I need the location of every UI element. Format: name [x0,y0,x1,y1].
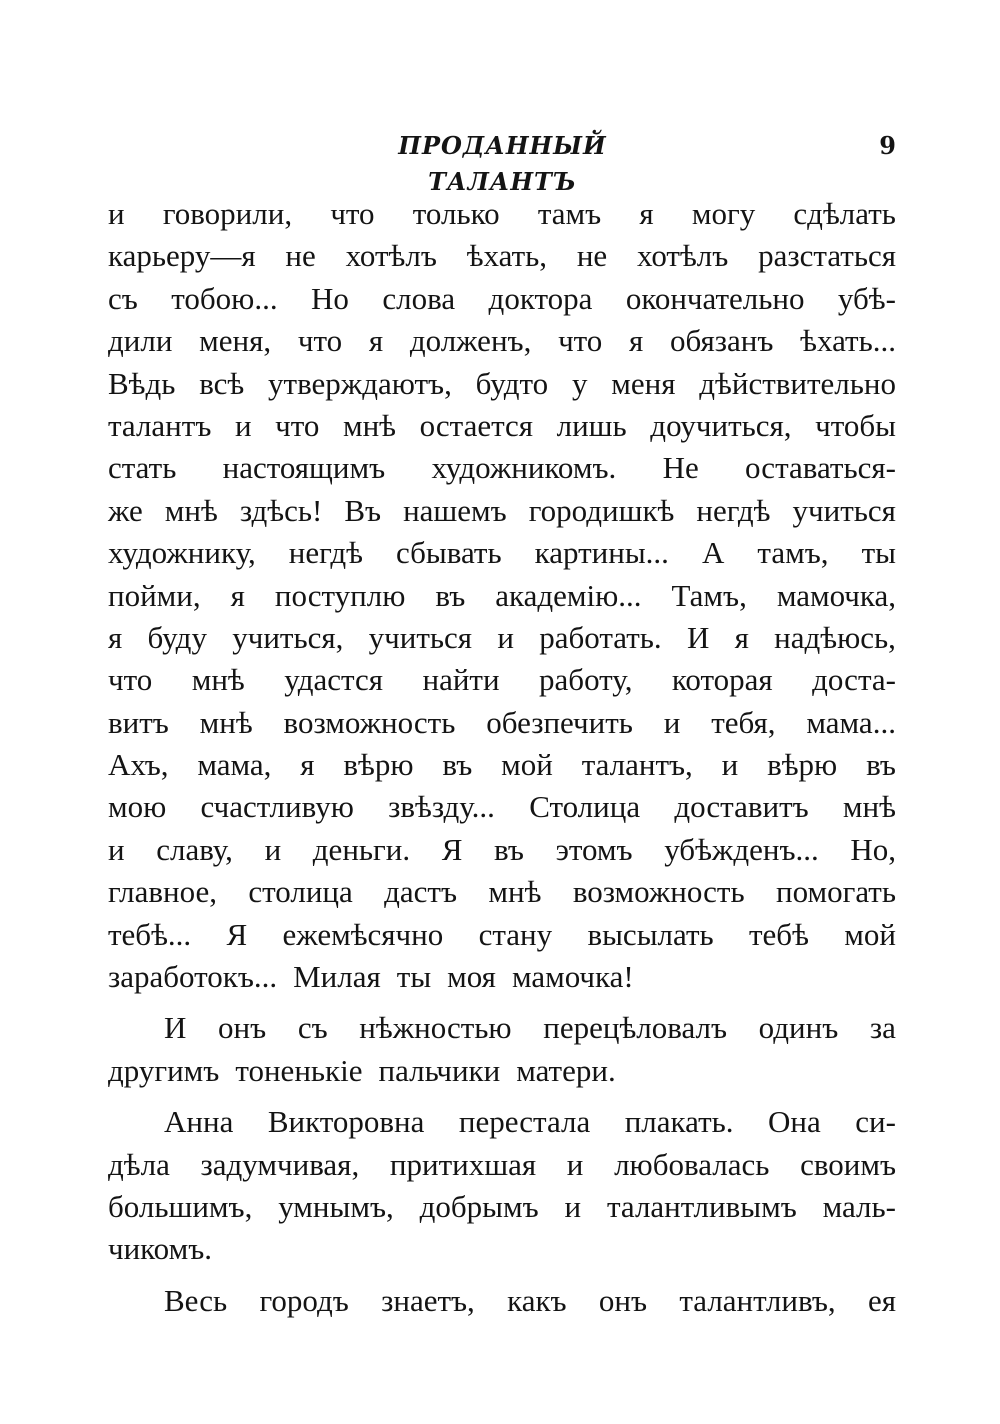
word: онъ [218,1010,267,1046]
word: и [234,407,252,443]
paragraph-gap [108,1271,896,1280]
word: я [368,323,384,359]
word: моя [447,959,496,995]
word: ѣхать... [800,323,896,359]
text-line [108,956,896,998]
word: большимъ, [108,1188,253,1224]
word: нашемъ [403,492,507,528]
text-line [108,1050,896,1092]
word: которая [671,662,773,698]
text-line [108,193,896,235]
word: карьеру—я [108,238,256,274]
word: лишь [556,407,627,443]
word: добрымъ [419,1188,539,1224]
word: нѣжностью [359,1010,512,1046]
word: этомъ [555,831,633,867]
word: окончательно [625,280,805,316]
word: академію... [495,577,642,613]
word: притихшая [389,1146,537,1182]
word: городишкѣ [528,492,675,528]
word: и [497,619,514,655]
word: я [629,323,644,359]
word: и [264,831,282,867]
word: только [412,196,500,231]
running-title: ПРОДАННЫЙ ТАЛАНТЪ [398,131,607,196]
word: чикомъ. [108,1231,212,1267]
word: не [576,238,608,274]
word: съ [108,280,138,316]
page-number: 9 [879,131,896,160]
word: я [230,577,245,613]
word: ѣхать, [466,238,548,274]
word: утверждаютъ, [268,365,452,401]
text-line [108,1101,896,1143]
word: художнику, [108,535,256,571]
word: тебѣ... [108,916,192,952]
word: художникомъ. [431,450,617,486]
word: чтобы [815,407,896,443]
word: въ [435,577,466,613]
word: я [639,196,654,231]
word: въ [442,747,473,783]
text-line [108,702,896,744]
word: и [108,831,125,867]
word: матери. [516,1052,616,1088]
word: славу, [156,831,233,867]
word: учиться [368,619,473,655]
word: тоненькіе [235,1052,363,1088]
word: дили [108,323,173,359]
word: мнѣ [164,492,218,528]
word: одинъ [758,1010,839,1046]
word: талантъ, [581,747,693,783]
word: тамъ, [757,535,829,571]
word: будто [475,365,549,401]
word: мамочка! [511,959,634,995]
word: долженъ, [409,323,532,359]
word: я [108,619,123,655]
word: слова [382,280,456,316]
word: онъ [598,1282,648,1318]
word: Милая [293,959,381,995]
word: высылать [587,916,714,952]
word: мамочка, [776,577,896,613]
word: счастливую [200,789,354,825]
text-line [108,744,896,786]
word: мою [108,789,167,825]
word: удастся [284,662,384,698]
word: не [285,238,316,274]
word: мнѣ [342,407,397,443]
word: любовалась [614,1146,770,1182]
text-line [108,829,896,871]
word: Я [226,916,248,952]
word: меня, [199,323,272,359]
word: мнѣ [488,874,542,910]
word: и [564,1188,582,1224]
word: плакать. [624,1104,734,1140]
word: Столица [529,789,641,825]
word: всѣ [199,365,245,401]
word: и [721,747,739,783]
word: мама, [197,747,272,783]
text-line [108,914,896,956]
word: И [164,1010,187,1046]
text-line [108,1228,896,1270]
text-line [108,1007,896,1049]
word: и [663,704,681,740]
word: работать. [539,619,662,655]
word: маль- [822,1188,896,1224]
word: сдѣлать [793,196,896,231]
word: ежемѣсячно [282,916,444,952]
word: какъ [507,1282,567,1318]
word: мама... [806,704,896,740]
word: негдѣ [696,492,771,528]
word: учиться, [232,619,344,655]
word: Тамъ, [671,577,747,613]
paragraph-gap [108,998,896,1007]
word: здѣсь! [239,492,323,528]
body-text [108,193,896,1322]
word: ея [867,1282,896,1318]
word: мой [501,747,553,783]
word: перестала [458,1104,591,1140]
paragraph-gap [108,1092,896,1101]
text-line [108,1144,896,1186]
word: что [297,323,343,359]
word: стать [108,450,177,486]
word: найти [422,662,500,698]
word: своимъ [800,1146,896,1182]
word: могу [691,196,756,231]
word: заработокъ... [108,959,278,995]
text-line [108,405,896,447]
word: хотѣлъ [637,238,729,274]
word: что [558,323,603,359]
word: Но, [850,831,896,867]
text-line [108,532,896,574]
text-line [108,1186,896,1228]
word: Въ [344,492,382,528]
word: убѣ- [837,280,896,316]
word: ты [396,959,432,995]
word: знаетъ, [381,1282,475,1318]
word: пойми, [108,577,201,613]
word: что [330,196,375,231]
text-line [108,235,896,277]
word: мнѣ [191,662,245,698]
text-line [108,1280,896,1322]
word: обязанъ [670,323,774,359]
word: стану [478,916,553,952]
word: звѣзду... [388,789,495,825]
word: тебѣ [748,916,809,952]
text-line [108,320,896,362]
word: доста- [812,662,896,698]
word: доктора [488,280,593,316]
word: Викторовна [267,1104,425,1140]
word: дастъ [384,874,458,910]
word: картины... [534,535,669,571]
word: я [734,619,749,655]
word: Она [768,1104,821,1140]
word: буду [147,619,207,655]
word: хотѣлъ [345,238,437,274]
word: ты [861,535,896,571]
word: витъ [108,704,169,740]
word: негдѣ [288,535,363,571]
text-line [108,786,896,828]
word: столица [248,874,353,910]
word: сбывать [395,535,502,571]
text-line [108,447,896,489]
word: что [275,407,320,443]
word: съ [297,1010,328,1046]
text-line [108,363,896,405]
paragraph [108,1280,896,1322]
word: Но [311,280,349,316]
word: помогать [776,874,896,910]
word: доставитъ [674,789,809,825]
word: умнымъ, [278,1188,394,1224]
paragraph [108,193,896,998]
word: И [686,619,710,655]
word: поступлю [274,577,406,613]
word: перецѣловалъ [543,1010,728,1046]
text-line [108,490,896,532]
word: оставаться- [745,450,896,486]
word: возможность [572,874,745,910]
word: дѣйствительно [699,365,896,401]
word: талантливымъ [607,1188,797,1224]
word: учиться [792,492,896,528]
word: возможность [283,704,456,740]
word: говорили, [162,196,293,231]
word: у [571,365,588,401]
word: разстаться [758,238,896,274]
word: убѣжденъ... [664,831,819,867]
word: вѣрю [767,747,838,783]
word: городъ [259,1282,349,1318]
word: мой [844,916,896,952]
word: Вѣдь [108,365,176,401]
word: мнѣ [842,789,896,825]
word: Анна [164,1104,234,1140]
word: Не [662,450,699,486]
word: тамъ [537,196,602,231]
word: же [108,492,143,528]
word: доучиться, [650,407,792,443]
word: надѣюсь, [774,619,896,655]
word: другимъ [108,1052,220,1088]
word: я [300,747,315,783]
word: главное, [108,874,217,910]
text-line [108,617,896,659]
word: что [108,662,153,698]
word: Весь [164,1282,228,1318]
text-line [108,278,896,320]
word: въ [494,831,524,867]
word: деньги. [312,831,411,867]
word: Ахъ, [108,747,169,783]
word: меня [611,365,676,401]
running-head [0,128,1000,196]
word: тобою... [171,280,278,316]
text-line [108,575,896,617]
word: талантъ [108,407,212,443]
word: си- [855,1104,896,1140]
word: дѣла [108,1146,170,1182]
word: тебя, [711,704,776,740]
word: остается [419,407,534,443]
paragraph [108,1007,896,1092]
word: мнѣ [199,704,253,740]
word: настоящимъ [222,450,386,486]
text-line [108,871,896,913]
paragraph [108,1101,896,1271]
word: А [701,535,725,571]
word: задумчивая, [200,1146,360,1182]
word: работу, [539,662,633,698]
text-line [108,659,896,701]
word: и [108,196,125,231]
word: талантливъ, [679,1282,836,1318]
word: въ [866,747,896,783]
word: и [566,1146,584,1182]
word: обезпечить [486,704,633,740]
word: вѣрю [343,747,414,783]
word: Я [441,831,463,867]
word: пальчики [378,1052,501,1088]
word: за [869,1010,896,1046]
